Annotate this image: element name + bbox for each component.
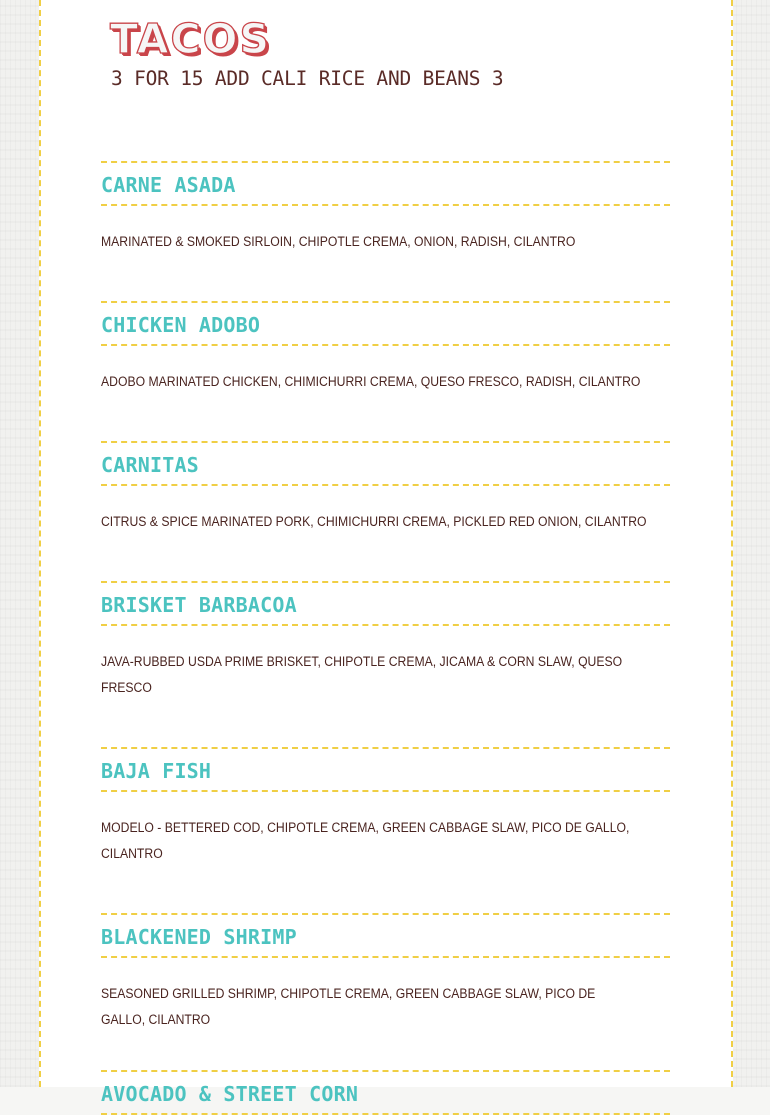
left-texture-margin xyxy=(0,0,40,1087)
menu-item xyxy=(101,1070,670,1115)
menu-item-name: BLACKENED SHRIMP xyxy=(101,925,297,949)
menu-item-header xyxy=(101,581,670,626)
menu-item-name: CHICKEN ADOBO xyxy=(101,313,261,337)
menu-item-header xyxy=(101,913,670,958)
menu-item-description: MARINATED & SMOKED SIRLOIN, CHIPOTLE CREMA, ONION, RADISH, CILANTRO xyxy=(101,234,576,250)
item-spacer xyxy=(101,701,670,747)
right-texture-margin xyxy=(731,0,770,1087)
item-spacer xyxy=(101,535,670,581)
menu-item-description: ADOBO MARINATED CHICKEN, CHIMICHURRI CREMA, QUESO FRESCO, RADISH, CILANTRO xyxy=(101,374,641,390)
menu-item-header xyxy=(101,441,670,486)
menu-item-header xyxy=(101,301,670,346)
menu-item-name: CARNE ASADA xyxy=(101,173,236,197)
menu-item-name: BRISKET BARBACOA xyxy=(101,593,297,617)
menu-item-name: BAJA FISH xyxy=(101,759,212,783)
menu-item-description: JAVA-RUBBED USDA PRIME BRISKET, CHIPOTLE CREMA, JICAMA & CORN SLAW, QUESO FRESCO xyxy=(101,654,623,696)
item-spacer xyxy=(101,1033,670,1070)
section-title: TACOS xyxy=(110,15,271,63)
item-spacer xyxy=(101,255,670,301)
menu-item xyxy=(101,301,670,395)
menu-items-list xyxy=(101,161,670,1115)
menu-item-description: CITRUS & SPICE MARINATED PORK, CHIMICHURRI CREMA, PICKLED RED ONION, CILANTRO xyxy=(101,514,647,530)
section-subtitle: 3 FOR 15 ADD CALI RICE AND BEANS 3 xyxy=(111,67,504,90)
menu-item-name: CARNITAS xyxy=(101,453,199,477)
menu-item xyxy=(101,581,670,701)
menu-item-description: SEASONED GRILLED SHRIMP, CHIPOTLE CREMA, GREEN CABBAGE SLAW, PICO DE GALLO, CILANTRO xyxy=(101,986,596,1028)
menu-item xyxy=(101,441,670,535)
menu-item-description: MODELO - BETTERED COD, CHIPOTLE CREMA, GREEN CABBAGE SLAW, PICO DE GALLO, CILANTRO xyxy=(101,820,630,862)
menu-item xyxy=(101,161,670,255)
item-spacer xyxy=(101,867,670,913)
menu-item-header xyxy=(101,747,670,792)
menu-item xyxy=(101,913,670,1033)
menu-item-header xyxy=(101,1070,670,1115)
menu-item xyxy=(101,747,670,867)
menu-item-name: AVOCADO & STREET CORN xyxy=(101,1082,359,1106)
menu-item-header xyxy=(101,161,670,206)
item-spacer xyxy=(101,395,670,441)
